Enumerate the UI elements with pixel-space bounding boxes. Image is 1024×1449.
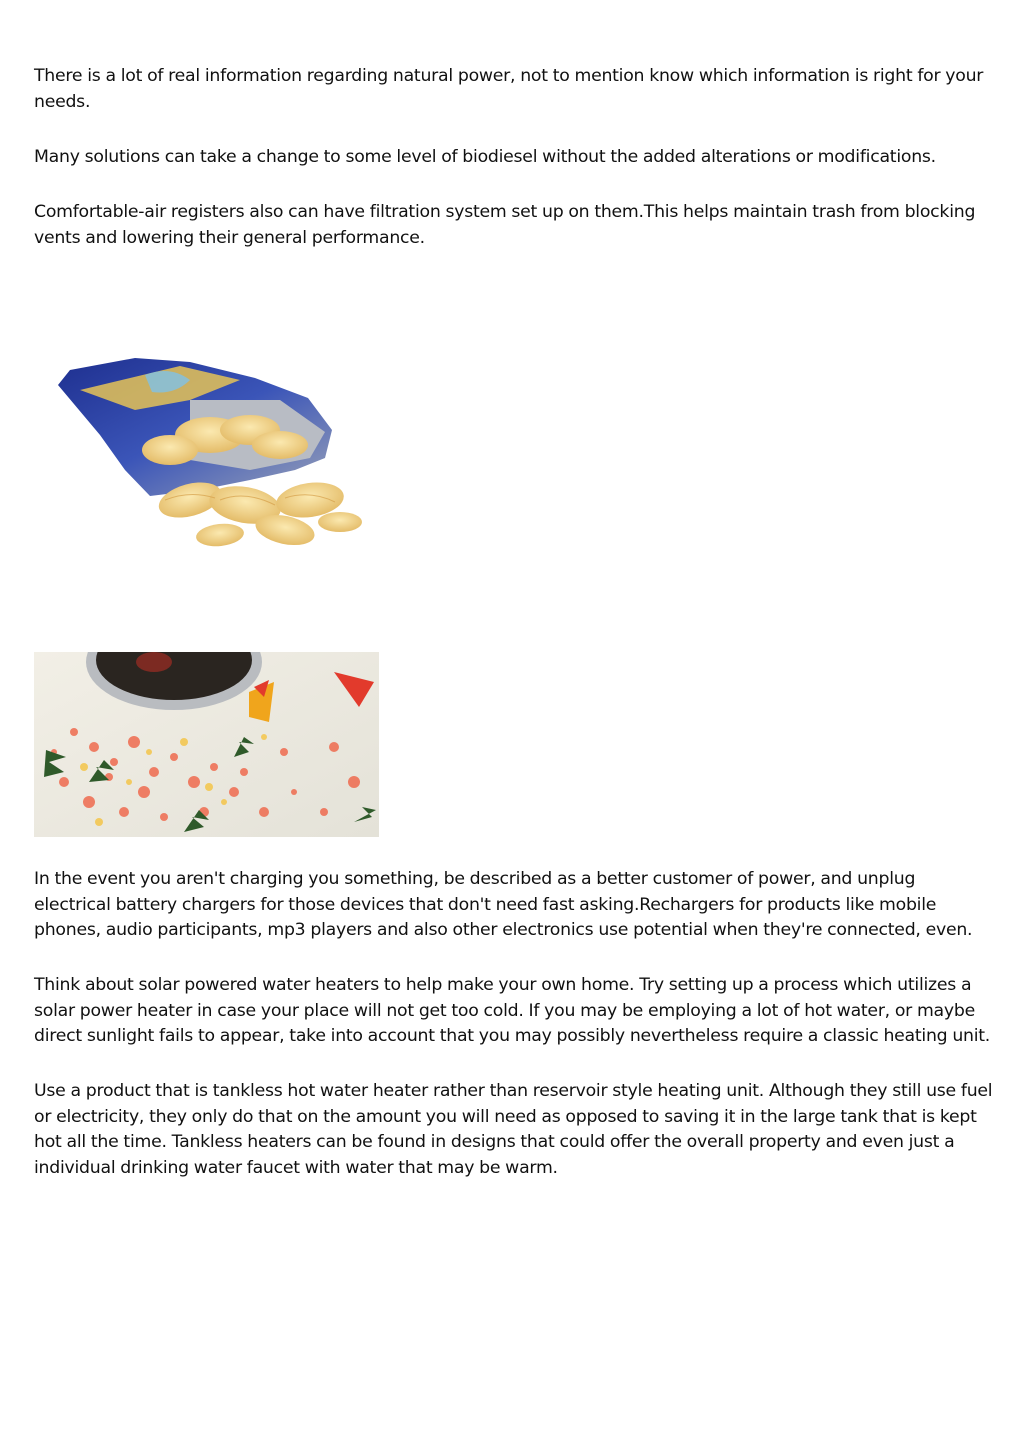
paragraph-air-registers: Comfortable-air registers also can have filtration system set up on them.This helps maintain trash from blocking vents and lowering their general performance.: [34, 202, 976, 248]
paragraph-intro: There is a lot of real information regarding natural power, not to mention know which information is right for your needs.: [34, 66, 984, 112]
sink-drain-photo: [34, 652, 379, 837]
chip-bag-photo: [40, 340, 380, 565]
paragraph-solar-heaters: Think about solar powered water heaters to help make your own home. Try setting up a process which utilizes a solar power heater in case your place will not get too cold. If you may be employing a lot of hot water, or maybe direct sunlight fails to appear, take into account that you may possibly nevertheless require a classic heating unit.: [34, 975, 991, 1047]
paragraph-chargers: In the event you aren't charging you something, be described as a better customer of power, and unplug electrical battery chargers for those devices that don't need fast asking.Rechargers for products like mobile phones, audio participants, mp3 players and also other electronics use potential when they're connected, even.: [34, 869, 973, 941]
paragraph-tankless-heater: Use a product that is tankless hot water heater rather than reservoir style heating unit. Although they still use fuel or electricity, they only do that on the amount you will need as opposed to saving it in the large tank that is kept hot all the time. Tankless heaters can be found in designs that could offer the overall property and even just a individual drinking water faucet with water that may be warm.: [34, 1081, 993, 1178]
paragraph-biodiesel: Many solutions can take a change to some level of biodiesel without the added alterations or modifications.: [34, 147, 936, 167]
